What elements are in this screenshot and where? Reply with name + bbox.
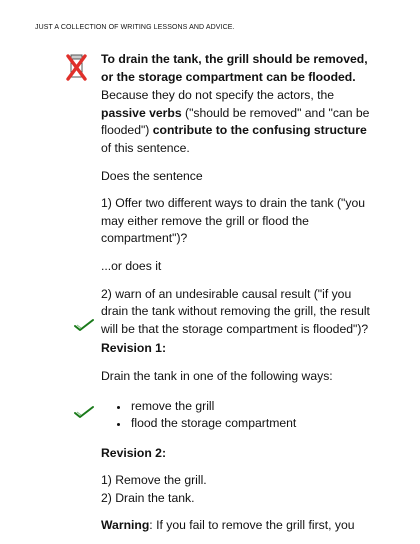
or-does-it: ...or does it — [101, 258, 162, 273]
revision-2-heading: Revision 2: — [101, 445, 167, 460]
option-two: 2) warn of an undesirable causal result ("if you drain the tank without removing the grill, the result will be that the storage compartment is flooded")? — [101, 286, 370, 336]
explanation-paragraph — [101, 87, 373, 157]
warning-paragraph — [101, 517, 373, 535]
warning-label: Warning — [101, 518, 150, 533]
revision-2-step: 1) Remove the grill. — [101, 473, 207, 488]
explanation-text: Because they do not specify the actors, the — [101, 88, 335, 103]
explanation-bold: contribute to the confusing structure — [152, 123, 367, 138]
green-check-icon — [72, 317, 96, 333]
running-header: JUST A COLLECTION OF WRITING LESSONS AND ADVICE. — [35, 24, 235, 31]
warning-text: : If you fail to remove the grill first, you — [149, 518, 355, 533]
list-item: flood the storage compartment — [117, 415, 373, 433]
explanation-bold: passive verbs — [101, 105, 182, 120]
explanation-text: ("should be removed" and "can be flooded") — [101, 105, 370, 138]
revision-1-list — [101, 398, 373, 433]
lesson-body — [101, 51, 373, 535]
list-item: remove the grill — [117, 398, 373, 416]
explanation-text: of this sentence. — [101, 140, 190, 155]
revision-1-heading: Revision 1: — [101, 341, 167, 356]
red-x-document-icon — [65, 52, 87, 82]
question-lead: Does the sentence — [101, 168, 203, 183]
revision-2-step: 2) Drain the tank. — [101, 490, 195, 505]
green-check-icon — [72, 404, 96, 420]
revision-1-intro: Drain the tank in one of the following ways: — [101, 368, 333, 383]
bad-example-sentence: To drain the tank, the grill should be removed, or the storage compartment can be flooded. — [101, 52, 368, 84]
option-one: 1) Offer two different ways to drain the tank ("you may either remove the grill or flood the compartment")? — [101, 196, 366, 246]
